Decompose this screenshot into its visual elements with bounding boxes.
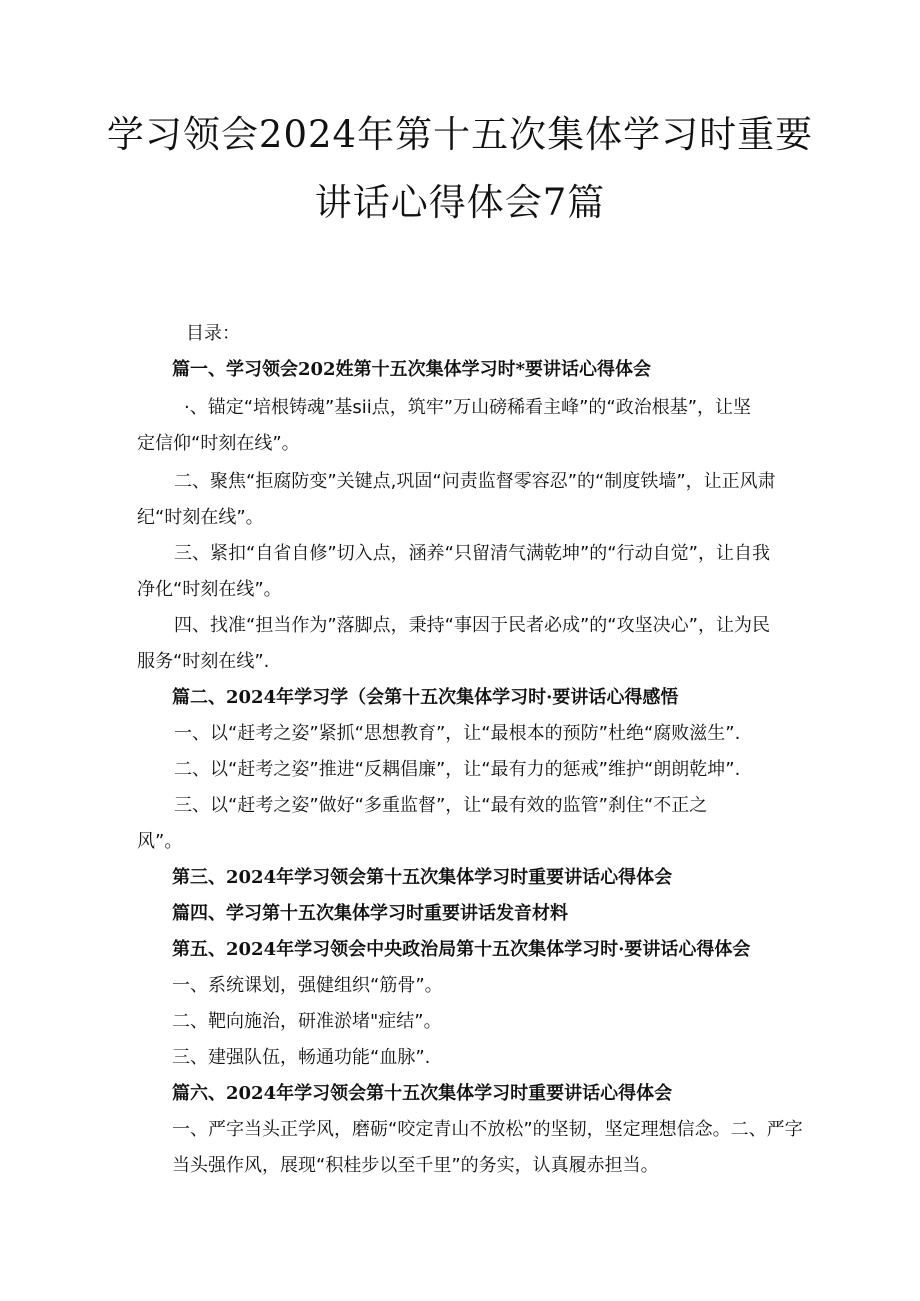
toc-subentry: 三、建强队伍，畅通功能“血脉”. bbox=[172, 1047, 431, 1068]
toc-subentry: 三、以“赶考之姿”做好“多重监督”，让“最有效的监管”刹住“不正之 bbox=[174, 795, 708, 816]
document-title-line-1: 学习领会2024年第十五次集体学习时重要 bbox=[106, 113, 814, 156]
toc-subentry-cont: 净化“时刻在线”。 bbox=[137, 579, 282, 600]
toc-entry: 篇六、2024年学习领会第十五次集体学习时重要讲话心得体会 bbox=[172, 1083, 673, 1104]
toc-subentry: 一、系统课划，强健组织“筋骨”。 bbox=[172, 975, 443, 996]
toc-entry: 篇二、2024年学习学（会第十五次集体学习时·要讲话心得感悟 bbox=[172, 687, 679, 708]
toc-subentry: 二、以“赶考之姿”推进“反耦倡廉”，让“最有力的惩戒”维护“朗朗乾坤”. bbox=[174, 759, 741, 780]
toc-subentry: ·、锚定“培根铸魂”基sii点，筑牢”万山磅稀看主峰”的“政治根基”，让坚 bbox=[184, 397, 752, 418]
document-title-line-2: 讲话心得体会7篇 bbox=[314, 181, 606, 224]
toc-subentry: 一、以“赶考之姿”紧抓“思想教育”，让“最根本的预防”杜绝“腐败滋生”. bbox=[174, 723, 741, 744]
toc-label: 目录： bbox=[186, 323, 240, 344]
toc-subentry: 二、聚焦“拒腐防变”关键点,巩固“问责监督零容忍”的“制度铁墙”，让正风肃 bbox=[174, 471, 776, 492]
toc-subentry-cont: 定信仰“时刻在线”。 bbox=[137, 433, 300, 454]
toc-entry: 篇四、学习第十五次集体学习时重要讲话发音材料 bbox=[172, 903, 568, 924]
toc-subentry: 三、紧扣“自省自修”切入点，涵养“只留清气满乾坤”的“行动自觉”，让自我 bbox=[174, 543, 770, 564]
toc-subentry: 四、找准“担当作为”落脚点，秉持“事因于民者必成”的“攻坚决心”，让为民 bbox=[174, 615, 770, 636]
toc-entry: 第五、2024年学习领会中央政治局第十五次集体学习时·要讲话心得体会 bbox=[172, 939, 751, 960]
toc-subentry-cont: 纪“时刻在线”。 bbox=[137, 507, 264, 528]
toc-subentry: 二、靶向施治，研准淤堵"症结”。 bbox=[172, 1011, 442, 1032]
toc-subentry-cont: 服务“时刻在线”. bbox=[137, 651, 270, 672]
toc-entry: 第三、2024年学习领会第十五次集体学习时重要讲话心得体会 bbox=[172, 867, 673, 888]
toc-subentry-cont: 当头强作风，展现“积桂步以至千里”的务实，认真履赤担当。 bbox=[172, 1155, 659, 1176]
toc-subentry: 一、严字当头正学风，磨砺“咬定青山不放松”的坚韧，坚定理想信念。二、严字 bbox=[172, 1119, 803, 1140]
toc-entry: 篇一、学习领会202姓第十五次集体学习时*要讲话心得体会 bbox=[172, 359, 651, 380]
toc-subentry-cont: 风”。 bbox=[137, 831, 183, 852]
